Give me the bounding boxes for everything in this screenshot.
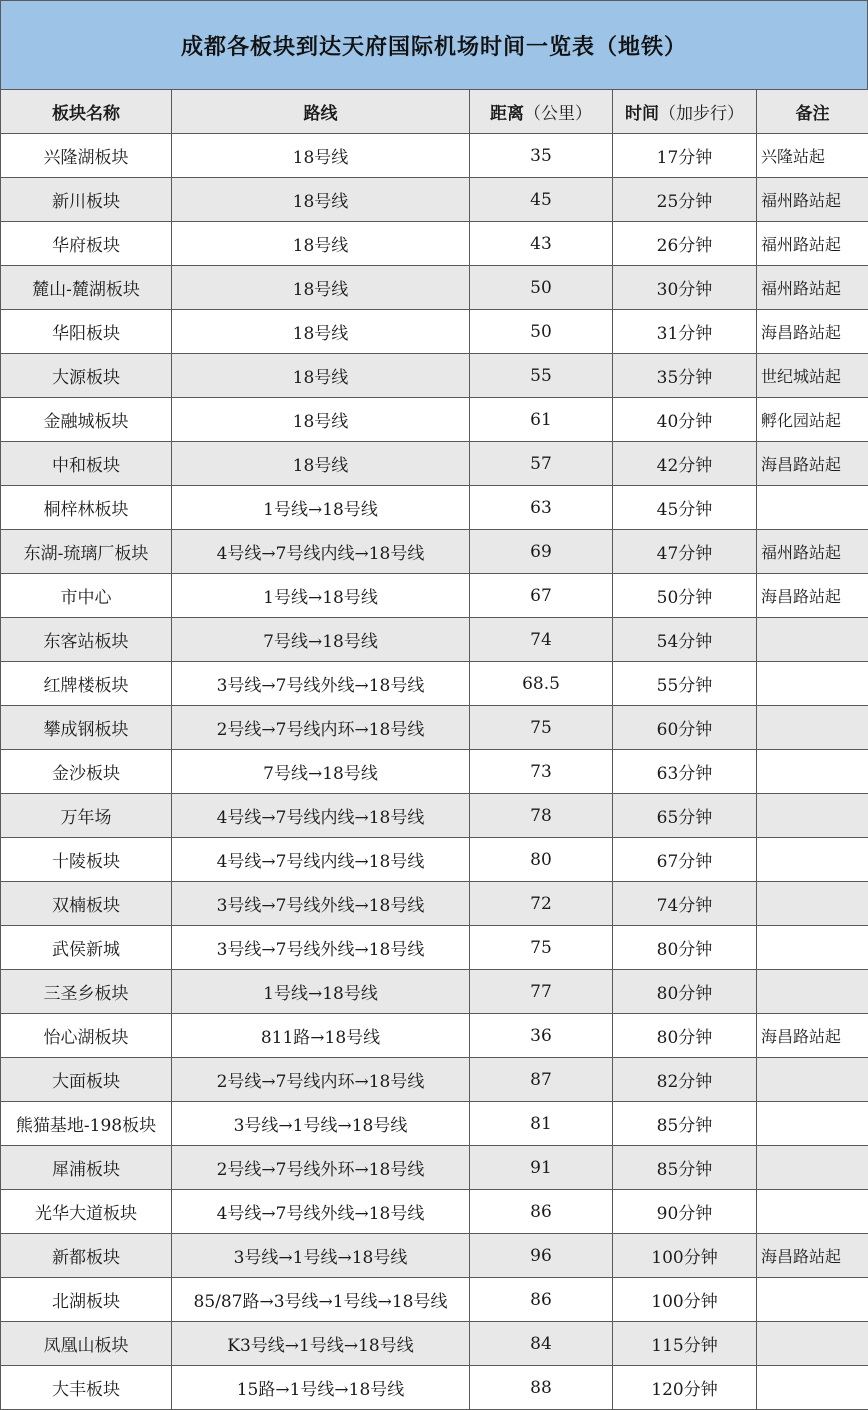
table-row — [1, 882, 868, 926]
cell-time: 120分钟 — [613, 1366, 757, 1410]
table-row — [1, 926, 868, 970]
cell-note: 福州路站起 — [757, 222, 868, 266]
cell-route: 85/87路→3号线→1号线→18号线 — [172, 1278, 470, 1322]
table-row — [1, 794, 868, 838]
cell-name: 金沙板块 — [1, 750, 172, 794]
cell-time: 50分钟 — [613, 574, 757, 618]
cell-name: 凤凰山板块 — [1, 1322, 172, 1366]
cell-name: 武侯新城 — [1, 926, 172, 970]
cell-note — [757, 486, 868, 530]
cell-route: 2号线→7号线内环→18号线 — [172, 1058, 470, 1102]
cell-note — [757, 706, 868, 750]
cell-route: 18号线 — [172, 354, 470, 398]
table-row — [1, 1278, 868, 1322]
cell-time: 85分钟 — [613, 1146, 757, 1190]
cell-time: 25分钟 — [613, 178, 757, 222]
cell-distance: 72 — [470, 882, 613, 926]
cell-name: 兴隆湖板块 — [1, 134, 172, 178]
cell-name: 麓山-麓湖板块 — [1, 266, 172, 310]
cell-route: 3号线→1号线→18号线 — [172, 1102, 470, 1146]
cell-time: 90分钟 — [613, 1190, 757, 1234]
cell-distance: 63 — [470, 486, 613, 530]
cell-name: 中和板块 — [1, 442, 172, 486]
cell-route: K3号线→1号线→18号线 — [172, 1322, 470, 1366]
cell-name: 华府板块 — [1, 222, 172, 266]
table-row — [1, 530, 868, 574]
cell-route: 4号线→7号线内线→18号线 — [172, 530, 470, 574]
cell-time: 35分钟 — [613, 354, 757, 398]
cell-route: 1号线→18号线 — [172, 970, 470, 1014]
cell-distance: 50 — [470, 310, 613, 354]
table-row — [1, 1190, 868, 1234]
cell-name: 攀成钢板块 — [1, 706, 172, 750]
cell-name: 大面板块 — [1, 1058, 172, 1102]
cell-time: 31分钟 — [613, 310, 757, 354]
table-row — [1, 266, 868, 310]
cell-route: 18号线 — [172, 310, 470, 354]
cell-note: 兴隆站起 — [757, 134, 868, 178]
cell-time: 26分钟 — [613, 222, 757, 266]
table-row — [1, 1102, 868, 1146]
table-row — [1, 354, 868, 398]
table-row — [1, 574, 868, 618]
table-row — [1, 222, 868, 266]
header-time: 时间（加步行） — [613, 90, 757, 134]
cell-time: 55分钟 — [613, 662, 757, 706]
cell-distance: 80 — [470, 838, 613, 882]
table-row — [1, 618, 868, 662]
cell-time: 67分钟 — [613, 838, 757, 882]
header-row — [1, 90, 868, 134]
cell-note: 海昌路站起 — [757, 310, 868, 354]
cell-time: 17分钟 — [613, 134, 757, 178]
cell-distance: 78 — [470, 794, 613, 838]
cell-route: 18号线 — [172, 442, 470, 486]
cell-distance: 61 — [470, 398, 613, 442]
cell-distance: 75 — [470, 926, 613, 970]
cell-route: 811路→18号线 — [172, 1014, 470, 1058]
cell-name: 双楠板块 — [1, 882, 172, 926]
cell-route: 3号线→7号线外线→18号线 — [172, 882, 470, 926]
data-table — [0, 89, 868, 1410]
cell-route: 18号线 — [172, 134, 470, 178]
cell-distance: 74 — [470, 618, 613, 662]
cell-time: 63分钟 — [613, 750, 757, 794]
cell-route: 18号线 — [172, 178, 470, 222]
cell-distance: 50 — [470, 266, 613, 310]
cell-name: 北湖板块 — [1, 1278, 172, 1322]
cell-distance: 86 — [470, 1278, 613, 1322]
cell-note: 海昌路站起 — [757, 574, 868, 618]
cell-distance: 86 — [470, 1190, 613, 1234]
cell-route: 18号线 — [172, 222, 470, 266]
table-row — [1, 398, 868, 442]
cell-route: 2号线→7号线外环→18号线 — [172, 1146, 470, 1190]
cell-route: 7号线→18号线 — [172, 750, 470, 794]
cell-route: 4号线→7号线外线→18号线 — [172, 1190, 470, 1234]
cell-time: 80分钟 — [613, 926, 757, 970]
table-row — [1, 750, 868, 794]
table-row — [1, 1234, 868, 1278]
cell-time: 115分钟 — [613, 1322, 757, 1366]
cell-distance: 75 — [470, 706, 613, 750]
cell-note — [757, 1366, 868, 1410]
cell-distance: 87 — [470, 1058, 613, 1102]
cell-note: 孵化园站起 — [757, 398, 868, 442]
table-row — [1, 442, 868, 486]
cell-note — [757, 1278, 868, 1322]
table-row — [1, 970, 868, 1014]
cell-route: 1号线→18号线 — [172, 574, 470, 618]
cell-time: 74分钟 — [613, 882, 757, 926]
cell-distance: 96 — [470, 1234, 613, 1278]
cell-time: 47分钟 — [613, 530, 757, 574]
cell-name: 新川板块 — [1, 178, 172, 222]
header-distance: 距离（公里） — [470, 90, 613, 134]
cell-note — [757, 1146, 868, 1190]
cell-name: 万年场 — [1, 794, 172, 838]
table-row — [1, 1146, 868, 1190]
table-row — [1, 486, 868, 530]
cell-name: 大丰板块 — [1, 1366, 172, 1410]
table-row — [1, 1322, 868, 1366]
header-name: 板块名称 — [1, 90, 172, 134]
cell-route: 4号线→7号线内线→18号线 — [172, 794, 470, 838]
cell-distance: 84 — [470, 1322, 613, 1366]
cell-distance: 67 — [470, 574, 613, 618]
cell-time: 80分钟 — [613, 970, 757, 1014]
table-title: 成都各板块到达天府国际机场时间一览表（地铁） — [0, 0, 868, 89]
cell-route: 7号线→18号线 — [172, 618, 470, 662]
cell-distance: 36 — [470, 1014, 613, 1058]
cell-note — [757, 838, 868, 882]
cell-note — [757, 926, 868, 970]
cell-name: 金融城板块 — [1, 398, 172, 442]
cell-route: 18号线 — [172, 266, 470, 310]
cell-name: 桐梓林板块 — [1, 486, 172, 530]
cell-note: 海昌路站起 — [757, 442, 868, 486]
cell-note: 福州路站起 — [757, 178, 868, 222]
cell-name: 东客站板块 — [1, 618, 172, 662]
cell-time: 82分钟 — [613, 1058, 757, 1102]
cell-note — [757, 1322, 868, 1366]
cell-distance: 88 — [470, 1366, 613, 1410]
cell-distance: 55 — [470, 354, 613, 398]
cell-time: 85分钟 — [613, 1102, 757, 1146]
cell-distance: 57 — [470, 442, 613, 486]
table-row — [1, 838, 868, 882]
cell-distance: 77 — [470, 970, 613, 1014]
cell-note — [757, 750, 868, 794]
cell-route: 3号线→1号线→18号线 — [172, 1234, 470, 1278]
cell-route: 2号线→7号线内环→18号线 — [172, 706, 470, 750]
table-row — [1, 310, 868, 354]
header-route: 路线 — [172, 90, 470, 134]
cell-note — [757, 882, 868, 926]
table-row — [1, 134, 868, 178]
cell-name: 红牌楼板块 — [1, 662, 172, 706]
cell-name: 光华大道板块 — [1, 1190, 172, 1234]
cell-distance: 43 — [470, 222, 613, 266]
cell-time: 42分钟 — [613, 442, 757, 486]
cell-note — [757, 1102, 868, 1146]
cell-route: 1号线→18号线 — [172, 486, 470, 530]
cell-name: 华阳板块 — [1, 310, 172, 354]
cell-note — [757, 794, 868, 838]
cell-distance: 45 — [470, 178, 613, 222]
cell-time: 60分钟 — [613, 706, 757, 750]
cell-distance: 35 — [470, 134, 613, 178]
cell-name: 犀浦板块 — [1, 1146, 172, 1190]
cell-name: 东湖-琉璃厂板块 — [1, 530, 172, 574]
cell-name: 大源板块 — [1, 354, 172, 398]
cell-note: 海昌路站起 — [757, 1014, 868, 1058]
cell-time: 40分钟 — [613, 398, 757, 442]
table-body — [1, 134, 868, 1410]
cell-name: 熊猫基地-198板块 — [1, 1102, 172, 1146]
cell-note: 福州路站起 — [757, 530, 868, 574]
cell-name: 新都板块 — [1, 1234, 172, 1278]
cell-time: 100分钟 — [613, 1234, 757, 1278]
table-row — [1, 1366, 868, 1410]
cell-name: 市中心 — [1, 574, 172, 618]
cell-name: 怡心湖板块 — [1, 1014, 172, 1058]
cell-note — [757, 662, 868, 706]
cell-distance: 73 — [470, 750, 613, 794]
table-row — [1, 1014, 868, 1058]
cell-route: 15路→1号线→18号线 — [172, 1366, 470, 1410]
cell-distance: 68.5 — [470, 662, 613, 706]
table-row — [1, 178, 868, 222]
header-note: 备注 — [757, 90, 868, 134]
cell-note — [757, 618, 868, 662]
cell-time: 80分钟 — [613, 1014, 757, 1058]
cell-time: 100分钟 — [613, 1278, 757, 1322]
cell-distance: 81 — [470, 1102, 613, 1146]
cell-name: 十陵板块 — [1, 838, 172, 882]
cell-note: 福州路站起 — [757, 266, 868, 310]
table-row — [1, 1058, 868, 1102]
cell-distance: 69 — [470, 530, 613, 574]
cell-route: 18号线 — [172, 398, 470, 442]
cell-distance: 91 — [470, 1146, 613, 1190]
cell-time: 54分钟 — [613, 618, 757, 662]
cell-note — [757, 1058, 868, 1102]
table-row — [1, 662, 868, 706]
cell-note: 世纪城站起 — [757, 354, 868, 398]
cell-time: 30分钟 — [613, 266, 757, 310]
cell-time: 45分钟 — [613, 486, 757, 530]
cell-note — [757, 1190, 868, 1234]
cell-route: 3号线→7号线外线→18号线 — [172, 926, 470, 970]
cell-route: 4号线→7号线内线→18号线 — [172, 838, 470, 882]
table-row — [1, 706, 868, 750]
cell-note — [757, 970, 868, 1014]
cell-time: 65分钟 — [613, 794, 757, 838]
cell-route: 3号线→7号线外线→18号线 — [172, 662, 470, 706]
cell-name: 三圣乡板块 — [1, 970, 172, 1014]
cell-note: 海昌路站起 — [757, 1234, 868, 1278]
